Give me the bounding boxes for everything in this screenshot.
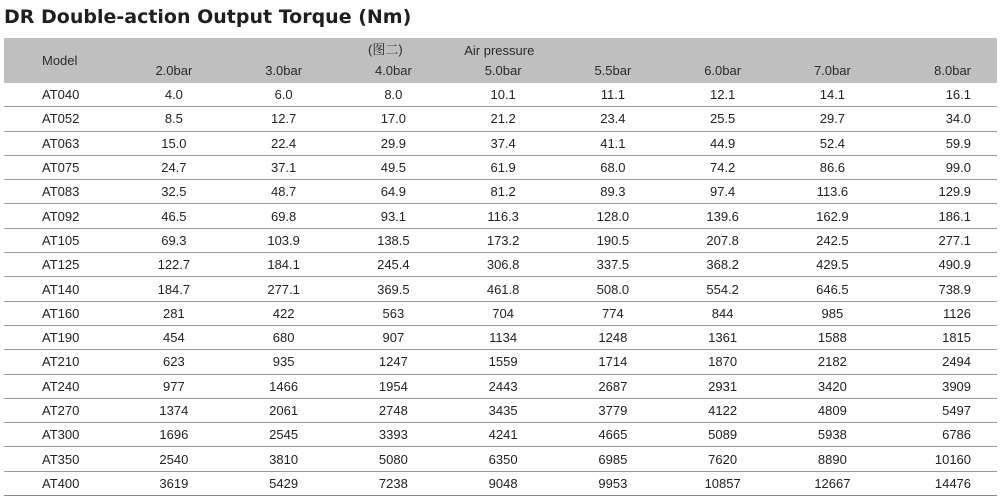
torque-value-cell: 34.0 bbox=[887, 107, 997, 131]
torque-value-cell: 337.5 bbox=[558, 253, 668, 277]
torque-value-cell: 68.0 bbox=[558, 155, 668, 179]
torque-value-cell: 14.1 bbox=[778, 83, 888, 107]
torque-value-cell: 2540 bbox=[119, 447, 229, 471]
torque-value-cell: 7620 bbox=[668, 447, 778, 471]
torque-value-cell: 5938 bbox=[778, 423, 888, 447]
torque-value-cell: 490.9 bbox=[887, 253, 997, 277]
torque-value-cell: 9953 bbox=[558, 471, 668, 495]
torque-value-cell: 977 bbox=[119, 374, 229, 398]
torque-value-cell: 3435 bbox=[448, 398, 558, 422]
torque-value-cell: 186.1 bbox=[887, 204, 997, 228]
torque-value-cell: 29.7 bbox=[778, 107, 888, 131]
torque-value-cell: 162.9 bbox=[778, 204, 888, 228]
table-row bbox=[4, 447, 997, 471]
torque-value-cell: 844 bbox=[668, 301, 778, 325]
table-row bbox=[4, 180, 997, 204]
torque-value-cell: 29.9 bbox=[339, 131, 449, 155]
torque-value-cell: 138.5 bbox=[339, 228, 449, 252]
pressure-header: 3.0bar bbox=[229, 58, 339, 83]
torque-value-cell: 2061 bbox=[229, 398, 339, 422]
torque-value-cell: 3619 bbox=[119, 471, 229, 495]
torque-value-cell: 1247 bbox=[339, 350, 449, 374]
table-row bbox=[4, 301, 997, 325]
torque-value-cell: 6985 bbox=[558, 447, 668, 471]
torque-value-cell: 44.9 bbox=[668, 131, 778, 155]
torque-value-cell: 86.6 bbox=[778, 155, 888, 179]
torque-value-cell: 52.4 bbox=[778, 131, 888, 155]
torque-value-cell: 306.8 bbox=[448, 253, 558, 277]
torque-value-cell: 1714 bbox=[558, 350, 668, 374]
torque-value-cell: 103.9 bbox=[229, 228, 339, 252]
torque-value-cell: 69.3 bbox=[119, 228, 229, 252]
header-spacer bbox=[778, 38, 888, 58]
torque-value-cell: 4122 bbox=[668, 398, 778, 422]
torque-value-cell: 6786 bbox=[887, 423, 997, 447]
torque-value-cell: 41.1 bbox=[558, 131, 668, 155]
table-row bbox=[4, 277, 997, 301]
pressure-header: 8.0bar bbox=[887, 58, 997, 83]
torque-value-cell: 25.5 bbox=[668, 107, 778, 131]
torque-value-cell: 74.2 bbox=[668, 155, 778, 179]
pressure-header: 5.5bar bbox=[558, 58, 668, 83]
torque-value-cell: 184.1 bbox=[229, 253, 339, 277]
torque-value-cell: 774 bbox=[558, 301, 668, 325]
header-row-top bbox=[4, 38, 997, 58]
model-cell: AT075 bbox=[4, 155, 119, 179]
torque-value-cell: 1248 bbox=[558, 325, 668, 349]
model-column-header: Model bbox=[4, 38, 119, 83]
torque-value-cell: 8890 bbox=[778, 447, 888, 471]
torque-value-cell: 369.5 bbox=[339, 277, 449, 301]
table-row bbox=[4, 228, 997, 252]
page-title: DR Double-action Output Torque (Nm) bbox=[4, 6, 412, 28]
model-cell: AT125 bbox=[4, 253, 119, 277]
model-cell: AT300 bbox=[4, 423, 119, 447]
torque-value-cell: 32.5 bbox=[119, 180, 229, 204]
torque-value-cell: 16.1 bbox=[887, 83, 997, 107]
torque-value-cell: 6.0 bbox=[229, 83, 339, 107]
torque-value-cell: 8.0 bbox=[339, 83, 449, 107]
torque-value-cell: 454 bbox=[119, 325, 229, 349]
model-cell: AT105 bbox=[4, 228, 119, 252]
torque-value-cell: 89.3 bbox=[558, 180, 668, 204]
figure-label-text: (图二) bbox=[368, 42, 403, 57]
model-cell: AT350 bbox=[4, 447, 119, 471]
torque-value-cell: 277.1 bbox=[229, 277, 339, 301]
table-row bbox=[4, 374, 997, 398]
torque-value-cell: 3779 bbox=[558, 398, 668, 422]
torque-value-cell: 508.0 bbox=[558, 277, 668, 301]
torque-value-cell: 116.3 bbox=[448, 204, 558, 228]
torque-value-cell: 4809 bbox=[778, 398, 888, 422]
torque-value-cell: 99.0 bbox=[887, 155, 997, 179]
header-spacer bbox=[119, 38, 229, 58]
torque-value-cell: 3909 bbox=[887, 374, 997, 398]
torque-value-cell: 2182 bbox=[778, 350, 888, 374]
torque-value-cell: 1134 bbox=[448, 325, 558, 349]
torque-value-cell: 10857 bbox=[668, 471, 778, 495]
torque-value-cell: 1361 bbox=[668, 325, 778, 349]
pressure-header-row bbox=[4, 58, 997, 83]
model-cell: AT092 bbox=[4, 204, 119, 228]
torque-value-cell: 935 bbox=[229, 350, 339, 374]
model-cell: AT140 bbox=[4, 277, 119, 301]
torque-value-cell: 8.5 bbox=[119, 107, 229, 131]
torque-value-cell: 422 bbox=[229, 301, 339, 325]
torque-value-cell: 81.2 bbox=[448, 180, 558, 204]
model-cell: AT240 bbox=[4, 374, 119, 398]
torque-value-cell: 48.7 bbox=[229, 180, 339, 204]
table-row bbox=[4, 398, 997, 422]
torque-value-cell: 5089 bbox=[668, 423, 778, 447]
torque-value-cell: 3393 bbox=[339, 423, 449, 447]
torque-value-cell: 646.5 bbox=[778, 277, 888, 301]
torque-value-cell: 14476 bbox=[887, 471, 997, 495]
torque-value-cell: 11.1 bbox=[558, 83, 668, 107]
table-row bbox=[4, 107, 997, 131]
torque-value-cell: 173.2 bbox=[448, 228, 558, 252]
torque-value-cell: 2748 bbox=[339, 398, 449, 422]
torque-value-cell: 12.1 bbox=[668, 83, 778, 107]
torque-value-cell: 69.8 bbox=[229, 204, 339, 228]
torque-table bbox=[4, 38, 997, 496]
torque-value-cell: 37.1 bbox=[229, 155, 339, 179]
torque-value-cell: 9048 bbox=[448, 471, 558, 495]
torque-value-cell: 1870 bbox=[668, 350, 778, 374]
torque-value-cell: 242.5 bbox=[778, 228, 888, 252]
table-row bbox=[4, 350, 997, 374]
model-cell: AT040 bbox=[4, 83, 119, 107]
torque-value-cell: 113.6 bbox=[778, 180, 888, 204]
torque-value-cell: 5497 bbox=[887, 398, 997, 422]
table-row bbox=[4, 131, 997, 155]
pressure-header: 5.0bar bbox=[448, 58, 558, 83]
pressure-header: 6.0bar bbox=[668, 58, 778, 83]
torque-value-cell: 59.9 bbox=[887, 131, 997, 155]
header-spacer bbox=[887, 38, 997, 58]
torque-value-cell: 281 bbox=[119, 301, 229, 325]
torque-value-cell: 554.2 bbox=[668, 277, 778, 301]
table-row bbox=[4, 325, 997, 349]
torque-value-cell: 2545 bbox=[229, 423, 339, 447]
torque-value-cell: 24.7 bbox=[119, 155, 229, 179]
torque-value-cell: 49.5 bbox=[339, 155, 449, 179]
torque-value-cell: 5080 bbox=[339, 447, 449, 471]
torque-value-cell: 985 bbox=[778, 301, 888, 325]
torque-value-cell: 704 bbox=[448, 301, 558, 325]
torque-value-cell: 22.4 bbox=[229, 131, 339, 155]
torque-value-cell: 1374 bbox=[119, 398, 229, 422]
table-header bbox=[4, 38, 997, 83]
torque-value-cell: 2931 bbox=[668, 374, 778, 398]
torque-value-cell: 277.1 bbox=[887, 228, 997, 252]
model-cell: AT210 bbox=[4, 350, 119, 374]
torque-value-cell: 4241 bbox=[448, 423, 558, 447]
torque-value-cell: 128.0 bbox=[558, 204, 668, 228]
table-row bbox=[4, 155, 997, 179]
torque-value-cell: 207.8 bbox=[668, 228, 778, 252]
torque-value-cell: 6350 bbox=[448, 447, 558, 471]
torque-value-cell: 563 bbox=[339, 301, 449, 325]
table-row bbox=[4, 83, 997, 107]
torque-value-cell: 4665 bbox=[558, 423, 668, 447]
pressure-header: 4.0bar bbox=[339, 58, 449, 83]
model-cell: AT160 bbox=[4, 301, 119, 325]
torque-value-cell: 680 bbox=[229, 325, 339, 349]
table-row bbox=[4, 204, 997, 228]
table-row bbox=[4, 423, 997, 447]
torque-value-cell: 17.0 bbox=[339, 107, 449, 131]
torque-value-cell: 10.1 bbox=[448, 83, 558, 107]
torque-value-cell: 61.9 bbox=[448, 155, 558, 179]
torque-value-cell: 21.2 bbox=[448, 107, 558, 131]
torque-value-cell: 1954 bbox=[339, 374, 449, 398]
header-spacer bbox=[229, 38, 339, 58]
pressure-header: 7.0bar bbox=[778, 58, 888, 83]
model-cell: AT063 bbox=[4, 131, 119, 155]
torque-value-cell: 23.4 bbox=[558, 107, 668, 131]
table-row bbox=[4, 253, 997, 277]
torque-value-cell: 245.4 bbox=[339, 253, 449, 277]
air-pressure-group-header: Air pressure bbox=[448, 38, 668, 58]
torque-value-cell: 37.4 bbox=[448, 131, 558, 155]
model-cell: AT190 bbox=[4, 325, 119, 349]
torque-value-cell: 93.1 bbox=[339, 204, 449, 228]
table-row bbox=[4, 471, 997, 495]
torque-value-cell: 64.9 bbox=[339, 180, 449, 204]
torque-value-cell: 15.0 bbox=[119, 131, 229, 155]
torque-value-cell: 1466 bbox=[229, 374, 339, 398]
torque-value-cell: 129.9 bbox=[887, 180, 997, 204]
torque-value-cell: 2443 bbox=[448, 374, 558, 398]
table-body bbox=[4, 83, 997, 496]
model-cell: AT270 bbox=[4, 398, 119, 422]
torque-value-cell: 1588 bbox=[778, 325, 888, 349]
torque-value-cell: 368.2 bbox=[668, 253, 778, 277]
torque-value-cell: 1696 bbox=[119, 423, 229, 447]
torque-value-cell: 46.5 bbox=[119, 204, 229, 228]
torque-value-cell: 10160 bbox=[887, 447, 997, 471]
figure-label bbox=[339, 38, 449, 58]
torque-value-cell: 122.7 bbox=[119, 253, 229, 277]
torque-value-cell: 1815 bbox=[887, 325, 997, 349]
torque-value-cell: 429.5 bbox=[778, 253, 888, 277]
model-cell: AT052 bbox=[4, 107, 119, 131]
torque-value-cell: 738.9 bbox=[887, 277, 997, 301]
torque-value-cell: 2494 bbox=[887, 350, 997, 374]
torque-value-cell: 4.0 bbox=[119, 83, 229, 107]
pressure-header: 2.0bar bbox=[119, 58, 229, 83]
torque-value-cell: 7238 bbox=[339, 471, 449, 495]
model-cell: AT400 bbox=[4, 471, 119, 495]
torque-value-cell: 139.6 bbox=[668, 204, 778, 228]
model-cell: AT083 bbox=[4, 180, 119, 204]
header-spacer bbox=[668, 38, 778, 58]
torque-value-cell: 3810 bbox=[229, 447, 339, 471]
torque-value-cell: 5429 bbox=[229, 471, 339, 495]
torque-value-cell: 3420 bbox=[778, 374, 888, 398]
torque-value-cell: 190.5 bbox=[558, 228, 668, 252]
torque-value-cell: 1126 bbox=[887, 301, 997, 325]
torque-value-cell: 184.7 bbox=[119, 277, 229, 301]
torque-value-cell: 623 bbox=[119, 350, 229, 374]
torque-value-cell: 1559 bbox=[448, 350, 558, 374]
torque-value-cell: 2687 bbox=[558, 374, 668, 398]
torque-value-cell: 461.8 bbox=[448, 277, 558, 301]
torque-value-cell: 97.4 bbox=[668, 180, 778, 204]
torque-value-cell: 907 bbox=[339, 325, 449, 349]
torque-value-cell: 12667 bbox=[778, 471, 888, 495]
torque-value-cell: 12.7 bbox=[229, 107, 339, 131]
